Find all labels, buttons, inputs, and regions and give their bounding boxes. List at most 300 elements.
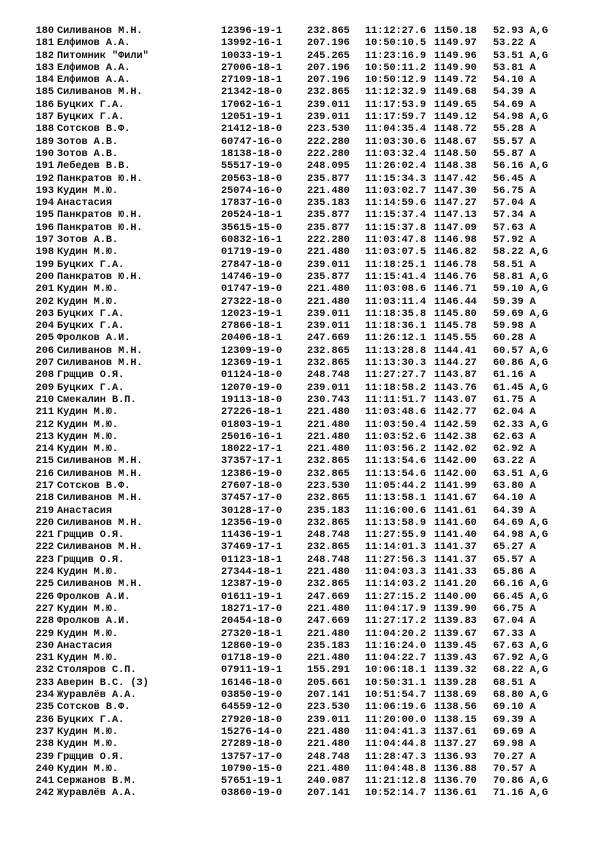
table-row: [0, 752, 600, 764]
speed-value: 1138.69: [434, 690, 477, 702]
owner-name: Анастасия: [57, 640, 113, 652]
table-row: [0, 333, 600, 345]
place-number: 232: [35, 665, 54, 677]
table-row: [0, 272, 600, 284]
ring-number: 12309-19-0: [221, 345, 283, 357]
coefficient-mark: 63.22 A: [493, 456, 536, 468]
place-number: 202: [35, 296, 54, 308]
arrival-time: 11:13:54.6: [365, 456, 427, 468]
owner-name: Сотсков В.Ф.: [57, 480, 131, 492]
distance-km: 222.280: [307, 235, 350, 247]
speed-value: 1146.98: [434, 235, 477, 247]
owner-name: Питомник "Фили": [57, 50, 149, 62]
table-row: [0, 297, 600, 309]
distance-km: 235.183: [307, 640, 350, 652]
distance-km: 232.865: [307, 579, 350, 591]
coefficient-mark: 71.16 A,G: [493, 788, 549, 800]
owner-name: Фролков А.И.: [57, 616, 131, 628]
speed-value: 1142.00: [434, 456, 477, 468]
table-row: [0, 223, 600, 235]
distance-km: 221.480: [307, 284, 350, 296]
distance-km: 248.748: [307, 530, 350, 542]
arrival-time: 11:03:11.4: [365, 296, 427, 308]
distance-km: 221.480: [307, 739, 350, 751]
owner-name: Силиванов М.Н.: [57, 87, 143, 99]
table-row: [0, 370, 600, 382]
table-row: [0, 764, 600, 776]
distance-km: 235.877: [307, 173, 350, 185]
distance-km: 248.095: [307, 161, 350, 173]
place-number: 237: [35, 726, 54, 738]
coefficient-mark: 55.28 A: [493, 124, 536, 136]
ring-number: 37457-17-0: [221, 493, 283, 505]
ring-number: 03850-19-0: [221, 690, 283, 702]
speed-value: 1146.82: [434, 247, 477, 259]
arrival-time: 11:03:02.7: [365, 185, 427, 197]
place-number: 231: [35, 653, 54, 665]
speed-value: 1141.60: [434, 517, 477, 529]
coefficient-mark: 59.10 A,G: [493, 284, 549, 296]
coefficient-mark: 64.69 A,G: [493, 517, 549, 529]
speed-value: 1149.12: [434, 112, 477, 124]
place-number: 213: [35, 431, 54, 443]
owner-name: Журавлёв А.А.: [57, 788, 137, 800]
place-number: 192: [35, 173, 54, 185]
arrival-time: 11:20:00.0: [365, 714, 427, 726]
speed-value: 1141.37: [434, 542, 477, 554]
distance-km: 235.877: [307, 222, 350, 234]
place-number: 182: [35, 50, 54, 62]
owner-name: Силиванов М.Н.: [57, 358, 143, 370]
place-number: 226: [35, 591, 54, 603]
ring-number: 01718-19-0: [221, 653, 283, 665]
table-row: [0, 616, 600, 628]
coefficient-mark: 66.45 A,G: [493, 591, 549, 603]
speed-value: 1138.15: [434, 714, 477, 726]
owner-name: Зотов А.В.: [57, 235, 119, 247]
speed-value: 1147.27: [434, 198, 477, 210]
distance-km: 235.877: [307, 271, 350, 283]
coefficient-mark: 52.93 A,G: [493, 26, 549, 37]
table-row: [0, 788, 600, 800]
speed-value: 1141.40: [434, 530, 477, 542]
ring-number: 25016-16-1: [221, 431, 283, 443]
table-row: [0, 63, 600, 75]
coefficient-mark: 66.16 A,G: [493, 579, 549, 591]
table-row: [0, 420, 600, 432]
place-number: 203: [35, 308, 54, 320]
table-row: [0, 149, 600, 161]
coefficient-mark: 53.22 A: [493, 38, 536, 50]
arrival-time: 11:04:48.8: [365, 763, 427, 775]
owner-name: Сержанов В.М.: [57, 776, 137, 788]
coefficient-mark: 61.16 A: [493, 370, 536, 382]
table-row: [0, 567, 600, 579]
speed-value: 1144.27: [434, 358, 477, 370]
arrival-time: 11:17:59.7: [365, 112, 427, 124]
owner-name: Сотсков В.Ф.: [57, 124, 131, 136]
arrival-time: 11:26:12.1: [365, 333, 427, 345]
speed-value: 1147.09: [434, 222, 477, 234]
table-row: [0, 432, 600, 444]
table-row: [0, 87, 600, 99]
place-number: 196: [35, 222, 54, 234]
place-number: 217: [35, 480, 54, 492]
distance-km: 232.865: [307, 456, 350, 468]
distance-km: 235.183: [307, 198, 350, 210]
coefficient-mark: 69.39 A: [493, 714, 536, 726]
distance-km: 207.141: [307, 690, 350, 702]
distance-km: 235.183: [307, 505, 350, 517]
table-row: [0, 100, 600, 112]
speed-value: 1141.33: [434, 567, 477, 579]
table-row: [0, 555, 600, 567]
table-row: [0, 469, 600, 481]
table-row: [0, 456, 600, 468]
ring-number: 10033-19-1: [221, 50, 283, 62]
arrival-time: 11:27:17.2: [365, 616, 427, 628]
arrival-time: 11:17:53.9: [365, 99, 427, 111]
place-number: 195: [35, 210, 54, 222]
coefficient-mark: 54.39 A: [493, 87, 536, 99]
owner-name: Кудин М.Ю.: [57, 407, 119, 419]
ring-number: 27866-18-1: [221, 321, 283, 333]
speed-value: 1140.00: [434, 591, 477, 603]
table-row: [0, 284, 600, 296]
table-row: [0, 579, 600, 591]
distance-km: 239.011: [307, 714, 350, 726]
arrival-time: 11:16:00.6: [365, 505, 427, 517]
place-number: 187: [35, 112, 54, 124]
arrival-time: 11:03:56.2: [365, 444, 427, 456]
distance-km: 232.865: [307, 493, 350, 505]
table-row: [0, 702, 600, 714]
place-number: 208: [35, 370, 54, 382]
distance-km: 232.865: [307, 358, 350, 370]
distance-km: 232.865: [307, 517, 350, 529]
arrival-time: 11:11:51.7: [365, 394, 427, 406]
place-number: 216: [35, 468, 54, 480]
speed-value: 1142.38: [434, 431, 477, 443]
ring-number: 03860-19-0: [221, 788, 283, 800]
ring-number: 27226-18-1: [221, 407, 283, 419]
arrival-time: 11:15:37.8: [365, 222, 427, 234]
distance-km: 207.196: [307, 75, 350, 87]
arrival-time: 11:27:55.9: [365, 530, 427, 542]
place-number: 225: [35, 579, 54, 591]
arrival-time: 11:26:02.4: [365, 161, 427, 173]
coefficient-mark: 65.86 A: [493, 567, 536, 579]
owner-name: Грщцив О.Я.: [57, 751, 125, 763]
speed-value: 1143.07: [434, 394, 477, 406]
table-row: [0, 542, 600, 554]
table-row: [0, 776, 600, 788]
place-number: 212: [35, 419, 54, 431]
distance-km: 205.661: [307, 677, 350, 689]
place-number: 230: [35, 640, 54, 652]
ring-number: 27006-18-1: [221, 62, 283, 74]
speed-value: 1146.78: [434, 259, 477, 271]
distance-km: 245.265: [307, 50, 350, 62]
place-number: 209: [35, 382, 54, 394]
speed-value: 1136.70: [434, 776, 477, 788]
table-row: [0, 75, 600, 87]
arrival-time: 11:13:28.8: [365, 345, 427, 357]
distance-km: 230.743: [307, 394, 350, 406]
coefficient-mark: 60.57 A,G: [493, 345, 549, 357]
place-number: 205: [35, 333, 54, 345]
distance-km: 247.669: [307, 591, 350, 603]
distance-km: 207.196: [307, 38, 350, 50]
ring-number: 12387-19-0: [221, 579, 283, 591]
distance-km: 239.011: [307, 99, 350, 111]
coefficient-mark: 68.80 A,G: [493, 690, 549, 702]
owner-name: Грщцив О.Я.: [57, 554, 125, 566]
speed-value: 1145.55: [434, 333, 477, 345]
arrival-time: 11:04:35.4: [365, 124, 427, 136]
owner-name: Силиванов М.Н.: [57, 345, 143, 357]
ring-number: 11436-19-1: [221, 530, 283, 542]
arrival-time: 11:13:58.9: [365, 517, 427, 529]
place-number: 211: [35, 407, 54, 419]
distance-km: 223.530: [307, 124, 350, 136]
ring-number: 27847-18-0: [221, 259, 283, 271]
ring-number: 12023-19-1: [221, 308, 283, 320]
ring-number: 64559-12-0: [221, 702, 283, 714]
owner-name: Буцких Г.А.: [57, 259, 125, 271]
ring-number: 13992-16-1: [221, 38, 283, 50]
ring-number: 57651-19-1: [221, 776, 283, 788]
ring-number: 01747-19-0: [221, 284, 283, 296]
arrival-time: 11:04:03.3: [365, 567, 427, 579]
ring-number: 12396-19-1: [221, 26, 283, 37]
table-row: [0, 653, 600, 665]
owner-name: Силиванов М.Н.: [57, 493, 143, 505]
ring-number: 01719-19-0: [221, 247, 283, 259]
place-number: 181: [35, 38, 54, 50]
speed-value: 1147.42: [434, 173, 477, 185]
table-row: [0, 629, 600, 641]
coefficient-mark: 59.69 A,G: [493, 308, 549, 320]
owner-name: Зотов А.В.: [57, 148, 119, 160]
owner-name: Силиванов М.Н.: [57, 542, 143, 554]
speed-value: 1136.61: [434, 788, 477, 800]
speed-value: 1136.88: [434, 763, 477, 775]
ring-number: 15276-14-0: [221, 726, 283, 738]
arrival-time: 10:51:54.7: [365, 690, 427, 702]
ring-number: 20563-18-0: [221, 173, 283, 185]
place-number: 234: [35, 690, 54, 702]
table-row: [0, 321, 600, 333]
speed-value: 1143.76: [434, 382, 477, 394]
owner-name: Журавлёв А.А.: [57, 690, 137, 702]
coefficient-mark: 62.92 A: [493, 444, 536, 456]
speed-value: 1139.28: [434, 677, 477, 689]
coefficient-mark: 63.80 A: [493, 480, 536, 492]
ring-number: 01611-19-1: [221, 591, 283, 603]
owner-name: Фролков А.И.: [57, 591, 131, 603]
place-number: 239: [35, 751, 54, 763]
ring-number: 19113-18-0: [221, 394, 283, 406]
place-number: 186: [35, 99, 54, 111]
table-row: [0, 395, 600, 407]
owner-name: Буцких Г.А.: [57, 714, 125, 726]
owner-name: Грщцив О.Я.: [57, 370, 125, 382]
table-row: [0, 383, 600, 395]
speed-value: 1144.41: [434, 345, 477, 357]
owner-name: Панкратов Ю.Н.: [57, 222, 143, 234]
table-row: [0, 358, 600, 370]
table-row: [0, 592, 600, 604]
results-table: [0, 26, 600, 801]
ring-number: 37357-17-1: [221, 456, 283, 468]
place-number: 223: [35, 554, 54, 566]
distance-km: 240.087: [307, 776, 350, 788]
distance-km: 221.480: [307, 431, 350, 443]
coefficient-mark: 68.22 A,G: [493, 665, 549, 677]
place-number: 229: [35, 628, 54, 640]
distance-km: 232.865: [307, 468, 350, 480]
coefficient-mark: 68.51 A: [493, 677, 536, 689]
ring-number: 12356-19-0: [221, 517, 283, 529]
place-number: 190: [35, 148, 54, 160]
place-number: 236: [35, 714, 54, 726]
place-number: 189: [35, 136, 54, 148]
place-number: 228: [35, 616, 54, 628]
ring-number: 12860-19-0: [221, 640, 283, 652]
arrival-time: 11:18:25.1: [365, 259, 427, 271]
owner-name: Силиванов М.Н.: [57, 468, 143, 480]
table-row: [0, 38, 600, 50]
arrival-time: 11:04:44.8: [365, 739, 427, 751]
coefficient-mark: 63.51 A,G: [493, 468, 549, 480]
speed-value: 1149.96: [434, 50, 477, 62]
place-number: 240: [35, 763, 54, 775]
speed-value: 1149.97: [434, 38, 477, 50]
owner-name: Фролков А.И.: [57, 333, 131, 345]
coefficient-mark: 70.86 A,G: [493, 776, 549, 788]
coefficient-mark: 58.51 A: [493, 259, 536, 271]
ring-number: 27607-18-0: [221, 480, 283, 492]
speed-value: 1138.56: [434, 702, 477, 714]
table-row: [0, 665, 600, 677]
distance-km: 239.011: [307, 321, 350, 333]
distance-km: 247.669: [307, 616, 350, 628]
owner-name: Кудин М.Ю.: [57, 567, 119, 579]
coefficient-mark: 66.75 A: [493, 603, 536, 615]
owner-name: Анастасия: [57, 198, 113, 210]
table-row: [0, 247, 600, 259]
speed-value: 1142.77: [434, 407, 477, 419]
speed-value: 1139.43: [434, 653, 477, 665]
owner-name: Силиванов М.Н.: [57, 26, 143, 37]
speed-value: 1149.65: [434, 99, 477, 111]
arrival-time: 11:03:50.4: [365, 419, 427, 431]
coefficient-mark: 67.92 A,G: [493, 653, 549, 665]
speed-value: 1142.00: [434, 468, 477, 480]
speed-value: 1136.93: [434, 751, 477, 763]
table-row: [0, 186, 600, 198]
place-number: 224: [35, 567, 54, 579]
table-row: [0, 739, 600, 751]
arrival-time: 11:18:58.2: [365, 382, 427, 394]
coefficient-mark: 64.39 A: [493, 505, 536, 517]
place-number: 221: [35, 530, 54, 542]
ring-number: 12369-19-1: [221, 358, 283, 370]
arrival-time: 11:27:27.7: [365, 370, 427, 382]
owner-name: Буцких Г.А.: [57, 99, 125, 111]
owner-name: Силиванов М.Н.: [57, 579, 143, 591]
coefficient-mark: 57.92 A: [493, 235, 536, 247]
arrival-time: 11:27:56.3: [365, 554, 427, 566]
distance-km: 248.748: [307, 554, 350, 566]
ring-number: 17837-16-0: [221, 198, 283, 210]
table-row: [0, 161, 600, 173]
coefficient-mark: 62.04 A: [493, 407, 536, 419]
place-number: 214: [35, 444, 54, 456]
coefficient-mark: 61.75 A: [493, 394, 536, 406]
table-row: [0, 444, 600, 456]
owner-name: Кудин М.Ю.: [57, 431, 119, 443]
arrival-time: 11:12:32.9: [365, 87, 427, 99]
arrival-time: 11:16:24.0: [365, 640, 427, 652]
distance-km: 221.480: [307, 247, 350, 259]
owner-name: Буцких Г.А.: [57, 321, 125, 333]
coefficient-mark: 65.27 A: [493, 542, 536, 554]
owner-name: Анастасия: [57, 505, 113, 517]
owner-name: Смекалин В.П.: [57, 394, 137, 406]
arrival-time: 11:18:36.1: [365, 321, 427, 333]
table-row: [0, 124, 600, 136]
coefficient-mark: 70.57 A: [493, 763, 536, 775]
coefficient-mark: 65.57 A: [493, 554, 536, 566]
table-row: [0, 678, 600, 690]
coefficient-mark: 67.33 A: [493, 628, 536, 640]
place-number: 198: [35, 247, 54, 259]
coefficient-mark: 53.51 A,G: [493, 50, 549, 62]
arrival-time: 10:06:18.1: [365, 665, 427, 677]
distance-km: 232.865: [307, 345, 350, 357]
speed-value: 1139.45: [434, 640, 477, 652]
table-row: [0, 260, 600, 272]
coefficient-mark: 54.69 A: [493, 99, 536, 111]
ring-number: 35615-15-0: [221, 222, 283, 234]
place-number: 204: [35, 321, 54, 333]
owner-name: Елфимов А.А.: [57, 75, 131, 87]
distance-km: 221.480: [307, 407, 350, 419]
speed-value: 1145.80: [434, 308, 477, 320]
arrival-time: 11:27:15.2: [365, 591, 427, 603]
owner-name: Кудин М.Ю.: [57, 247, 119, 259]
ring-number: 60832-16-1: [221, 235, 283, 247]
distance-km: 248.748: [307, 370, 350, 382]
arrival-time: 11:06:19.6: [365, 702, 427, 714]
distance-km: 221.480: [307, 185, 350, 197]
ring-number: 20454-18-0: [221, 616, 283, 628]
distance-km: 239.011: [307, 308, 350, 320]
distance-km: 221.480: [307, 567, 350, 579]
owner-name: Кудин М.Ю.: [57, 296, 119, 308]
place-number: 185: [35, 87, 54, 99]
speed-value: 1149.72: [434, 75, 477, 87]
table-row: [0, 309, 600, 321]
ring-number: 27344-18-1: [221, 567, 283, 579]
coefficient-mark: 70.27 A: [493, 751, 536, 763]
ring-number: 18271-17-0: [221, 603, 283, 615]
coefficient-mark: 60.86 A,G: [493, 358, 549, 370]
arrival-time: 11:13:58.1: [365, 493, 427, 505]
table-row: [0, 641, 600, 653]
